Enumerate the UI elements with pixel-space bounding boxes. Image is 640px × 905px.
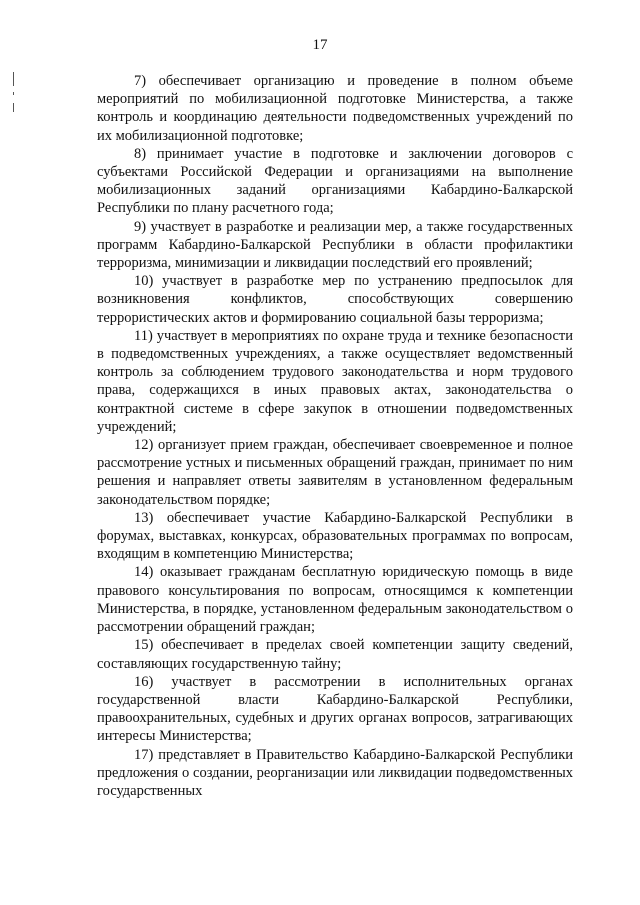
paragraph-item-10: 10) участвует в разработке мер по устранению предпосылок для возникновения конфликтов, способствующих совершению террористических актов и формированию социальной базы терроризма; [97, 273, 573, 326]
paragraph-item-7: 7) обеспечивает организацию и проведение в полном объеме мероприятий по мобилизационной подготовке Министерства, а также контроль и координацию деятельности подведомственных учреждений по их мобилизационной подготовке; [97, 73, 573, 144]
paragraph-item-8: 8) принимает участие в подготовке и заключении договоров с субъектами Российской Федерации и организациями на выполнение мобилизационных заданий организациями Кабардино-Балкарской Республики по плану расчетного года; [97, 145, 573, 217]
paragraph-item-17: 17) представляет в Правительство Кабардино-Балкарской Республики предложения о создании, реорганизации или ликвидации подведомственных государственных [97, 746, 573, 799]
margin-mark [13, 92, 14, 95]
paragraph-item-15: 15) обеспечивает в пределах своей компетенции защиту сведений, составляющих государственную тайну; [97, 637, 573, 672]
paragraph-item-14: 14) оказывает гражданам бесплатную юридическую помощь в виде правового консультирования по вопросам, относящимся к компетенции Министерства, в порядке, установленном федеральным законодательством о рассмотрении обращений граждан; [97, 564, 573, 636]
paragraph-item-9: 9) участвует в разработке и реализации мер, а также государственных программ Кабардино-Балкарской Республики в области профилактики терроризма, минимизации и ликвидации последствий его проявлений; [97, 218, 573, 272]
page-number: 17 [312, 37, 328, 53]
document-body [97, 72, 573, 800]
paragraph-item-11: 11) участвует в мероприятиях по охране труда и технике безопасности в подведомственных учреждениях, а также осуществляет ведомственный контроль за соблюдением трудового законодательства и норм трудового права, содержащихся в иных правовых актах, законодательства о контрактной системе в сфере закупок в отношении подведомственных учреждений; [97, 327, 573, 435]
margin-mark [13, 72, 14, 86]
margin-mark [13, 103, 14, 112]
paragraph-item-16: 16) участвует в рассмотрении в исполнительных органах государственной власти Кабардино-Балкарской Республики, правоохранительных, судебных и других органах вопросов, затрагивающих интересы Министерства; [97, 673, 573, 745]
paragraph-item-13: 13) обеспечивает участие Кабардино-Балкарской Республики в форумах, выставках, конкурсах, образовательных программах по вопросам, входящим в компетенцию Министерства; [97, 509, 573, 563]
paragraph-item-12: 12) организует прием граждан, обеспечивает своевременное и полное рассмотрение устных и письменных обращений граждан, принимает по ним решения и направляет ответы заявителям в установленном федеральным законодательством порядке; [97, 437, 573, 508]
